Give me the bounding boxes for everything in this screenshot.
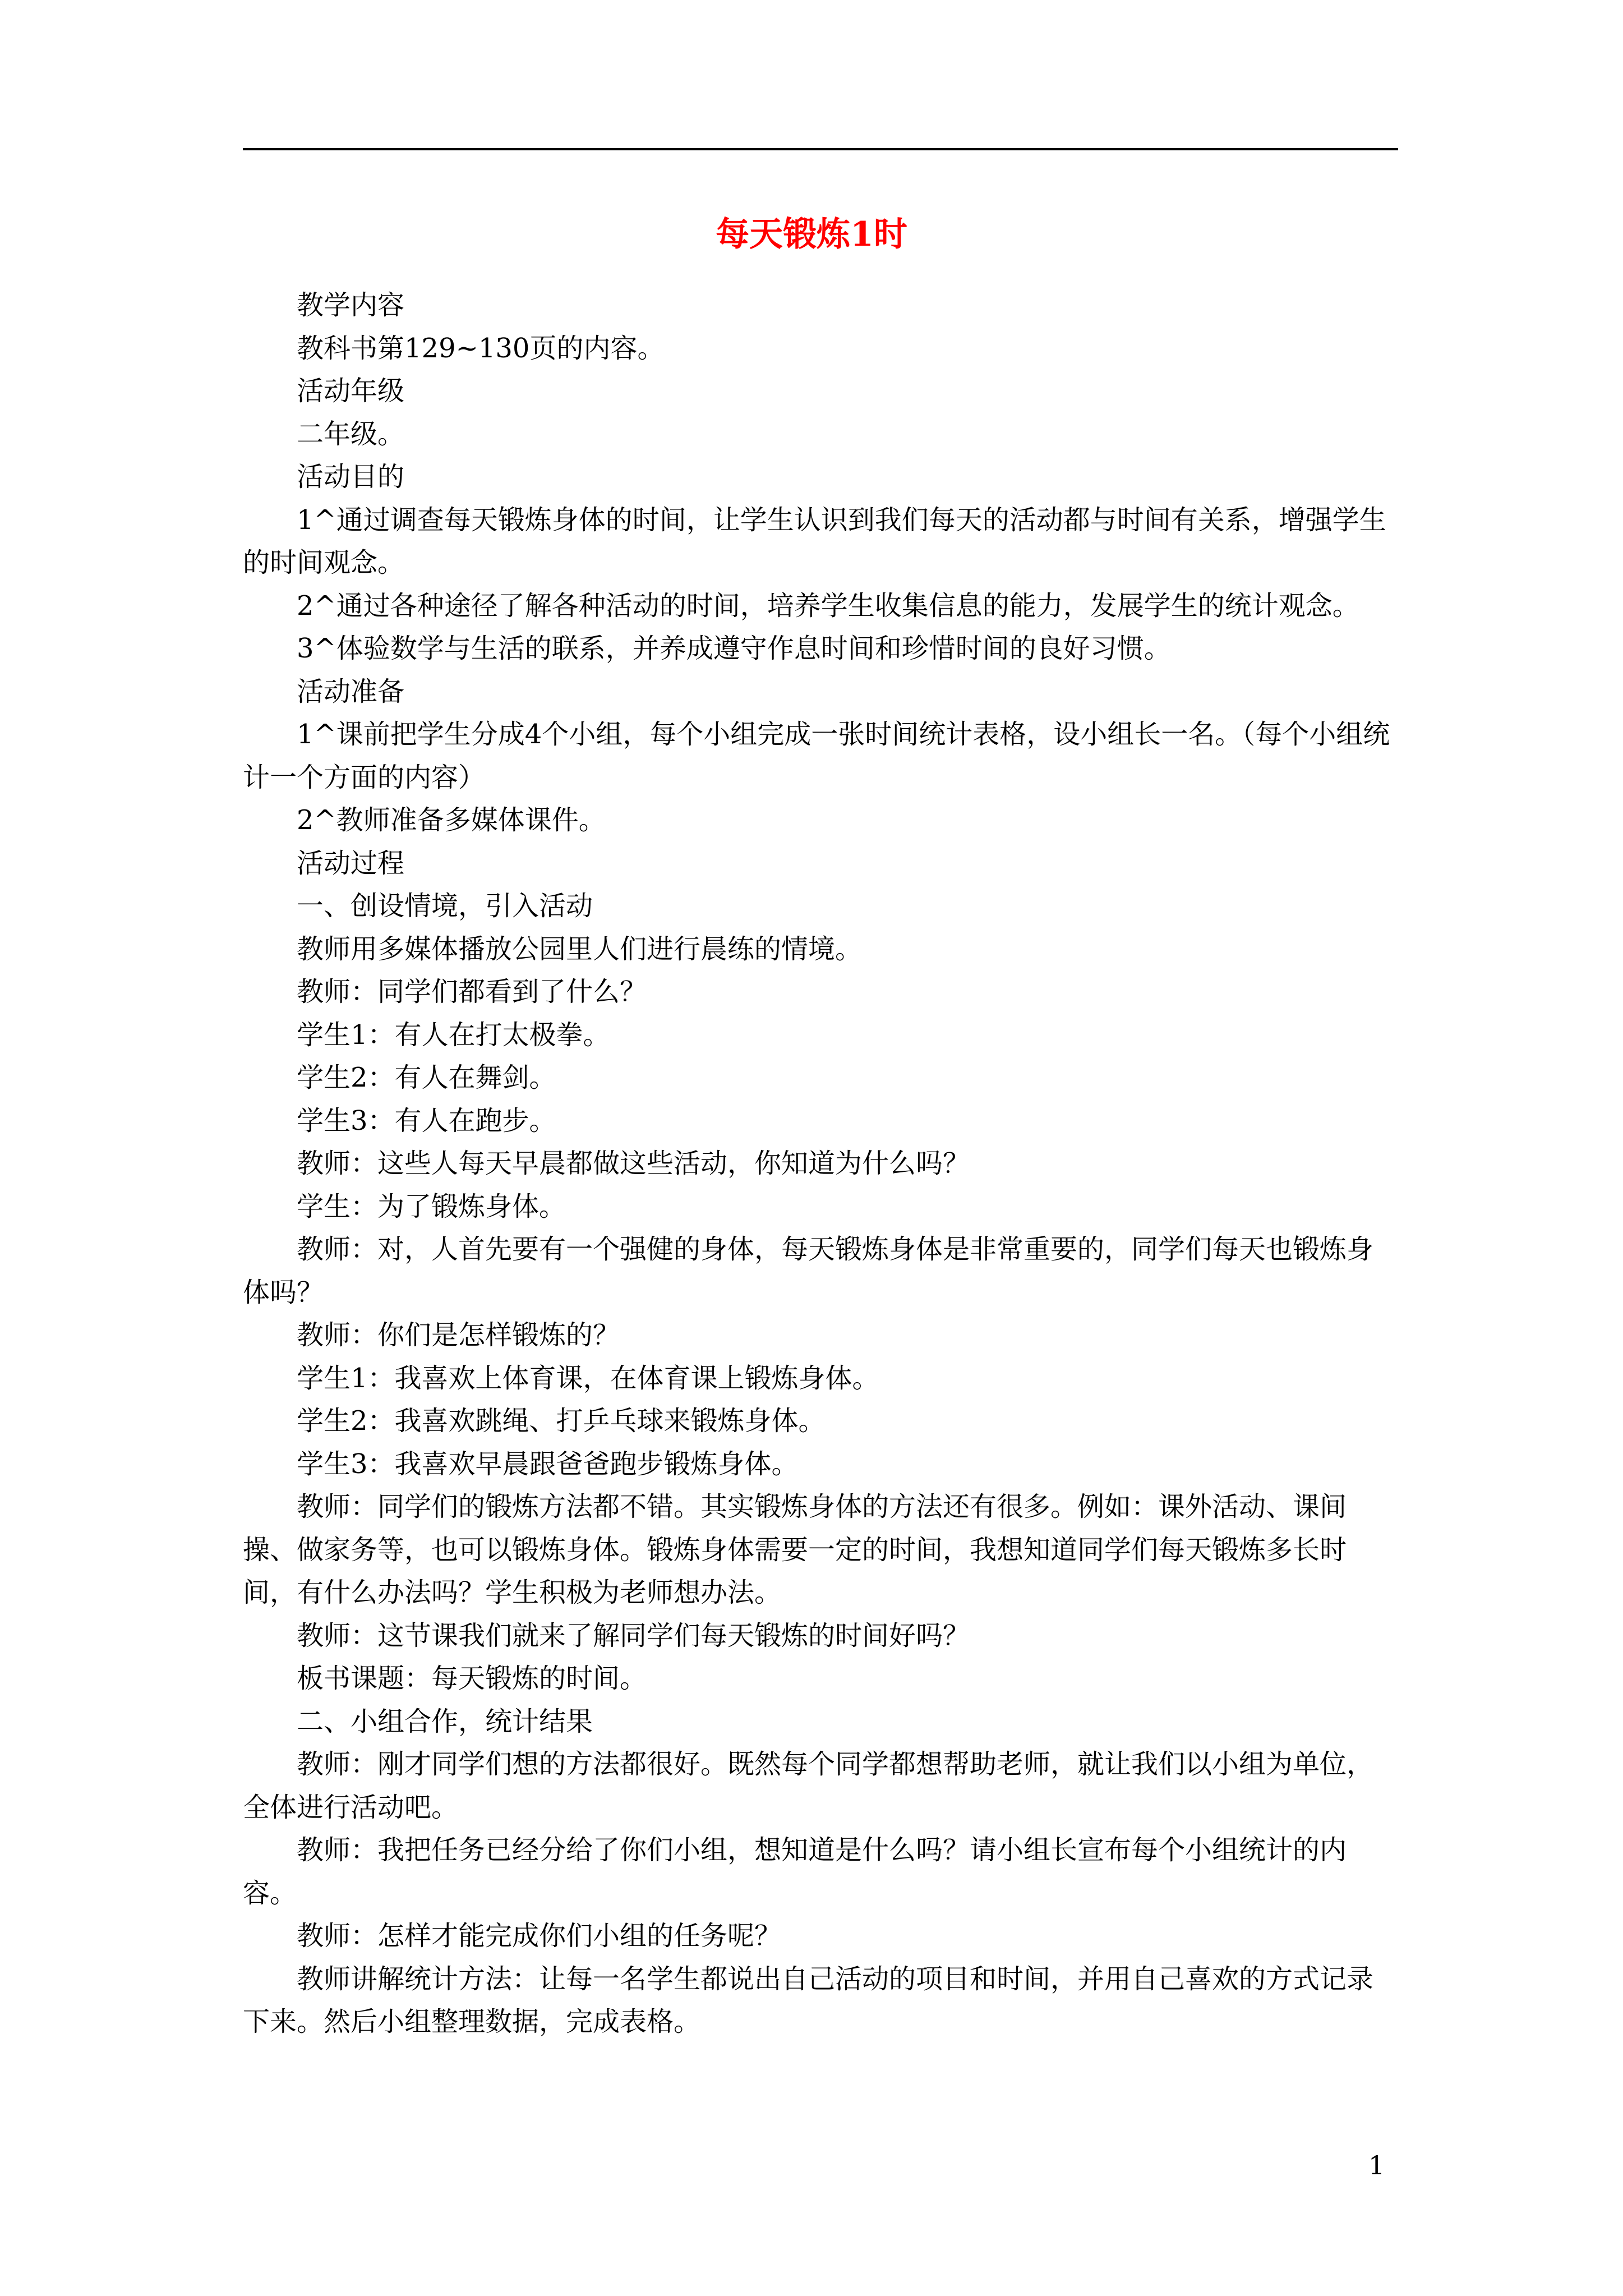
paragraph-7: 2^通过各种途径了解各种活动的时间，培养学生收集信息的能力，发展学生的统计观念。 (297, 590, 1359, 622)
paragraph-16: 学生1：有人在打太极拳。 (297, 1019, 610, 1051)
paragraph-15: 教师：同学们都看到了什么？ (297, 976, 647, 1007)
paragraph-6: 1^通过调查每天锻炼身体的时间，让学生认识到我们每天的活动都与时间有关系，增强学生的时间观念。 (243, 504, 1386, 578)
paragraph-9: 活动准备 (297, 675, 405, 707)
paragraph-26: 教师：同学们的锻炼方法都不错。其实锻炼身体的方法还有很多。例如：课外活动、课间操、做家务等，也可以锻炼身体。锻炼身体需要一定的时间，我想知道同学们每天锻炼多长时间，有什么办法吗？学生积极为老师想办法。 (243, 1491, 1347, 1608)
paragraph-30: 教师：刚才同学们想的方法都很好。既然每个同学都想帮助老师，就让我们以小组为单位，全体进行活动吧。 (243, 1749, 1374, 1823)
paragraph-10: 1^课前把学生分成4个小组，每个小组完成一张时间统计表格，设小组长一名。（每个小组统计一个方面的内容） (243, 719, 1390, 793)
paragraph-32: 教师：怎样才能完成你们小组的任务呢？ (297, 1920, 782, 1952)
paragraph-5: 活动目的 (297, 461, 405, 493)
paragraph-14: 教师用多媒体播放公园里人们进行晨练的情境。 (297, 933, 863, 965)
paragraph-4: 二年级。 (297, 418, 405, 450)
document-title: 每天锻炼1时 (716, 215, 907, 254)
paragraph-3: 活动年级 (297, 375, 405, 407)
paragraph-28: 板书课题：每天锻炼的时间。 (297, 1663, 647, 1694)
paragraph-1: 教学内容 (297, 289, 405, 321)
paragraph-18: 学生3：有人在跑步。 (297, 1105, 556, 1137)
document-body (243, 284, 1398, 2044)
paragraph-19: 教师：这些人每天早晨都做这些活动，你知道为什么吗？ (297, 1148, 970, 1179)
paragraph-13: 一、创设情境，引入活动 (297, 890, 593, 922)
paragraph-20: 学生：为了锻炼身体。 (297, 1190, 566, 1222)
paragraph-33: 教师讲解统计方法：让每一名学生都说出自己活动的项目和时间，并用自己喜欢的方式记录下来。然后小组整理数据，完成表格。 (243, 1963, 1374, 2037)
paragraph-27: 教师：这节课我们就来了解同学们每天锻炼的时间好吗？ (297, 1619, 970, 1651)
paragraph-25: 学生3：我喜欢早晨跟爸爸跑步锻炼身体。 (297, 1448, 799, 1480)
paragraph-31: 教师：我把任务已经分给了你们小组，想知道是什么吗？请小组长宣布每个小组统计的内容。 (243, 1834, 1347, 1909)
paragraph-24: 学生2：我喜欢跳绳、打乒乓球来锻炼身体。 (297, 1405, 826, 1437)
paragraph-2: 教科书第129~130页的内容。 (297, 332, 665, 364)
paragraph-17: 学生2：有人在舞剑。 (297, 1062, 556, 1093)
paragraph-8: 3^体验数学与生活的联系，并养成遵守作息时间和珍惜时间的良好习惯。 (297, 633, 1171, 664)
paragraph-23: 学生1：我喜欢上体育课，在体育课上锻炼身体。 (297, 1362, 879, 1394)
paragraph-12: 活动过程 (297, 847, 405, 879)
paragraph-29: 二、小组合作，统计结果 (297, 1705, 593, 1737)
paragraph-22: 教师：你们是怎样锻炼的？ (297, 1319, 620, 1351)
paragraph-11: 2^教师准备多媒体课件。 (297, 804, 606, 836)
page-number: 1 (1368, 2150, 1385, 2180)
header-rule (243, 148, 1398, 150)
paragraph-21: 教师：对，人首先要有一个强健的身体，每天锻炼身体是非常重要的，同学们每天也锻炼身体吗？ (243, 1234, 1374, 1308)
